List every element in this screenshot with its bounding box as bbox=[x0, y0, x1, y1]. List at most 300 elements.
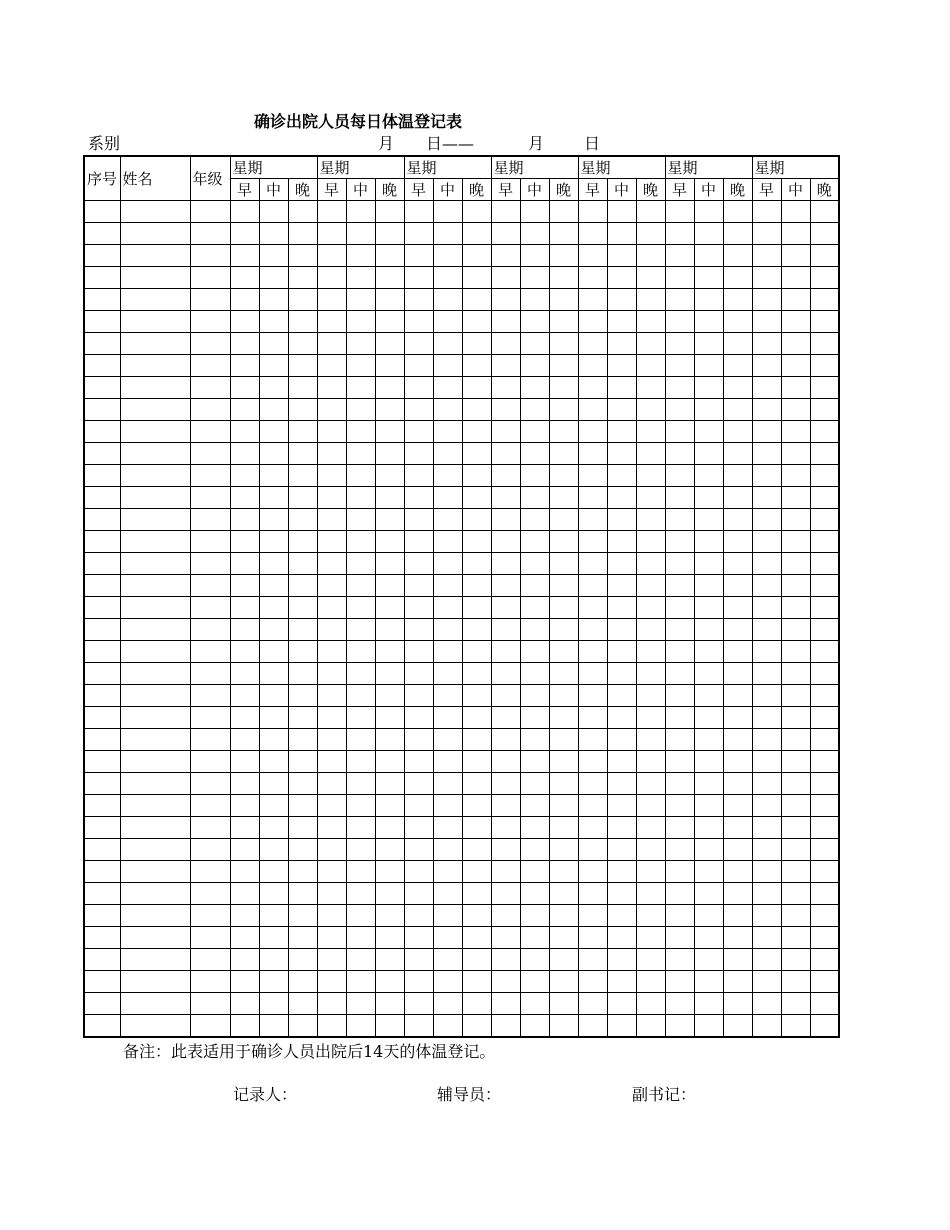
temperature-cell[interactable] bbox=[520, 619, 549, 641]
temperature-cell[interactable] bbox=[346, 333, 375, 355]
temperature-cell[interactable] bbox=[230, 487, 259, 509]
temperature-cell[interactable] bbox=[665, 443, 694, 465]
temperature-cell[interactable] bbox=[404, 773, 433, 795]
seq-cell[interactable] bbox=[84, 751, 120, 773]
temperature-cell[interactable] bbox=[433, 465, 462, 487]
temperature-cell[interactable] bbox=[346, 927, 375, 949]
temperature-cell[interactable] bbox=[288, 399, 317, 421]
seq-cell[interactable] bbox=[84, 839, 120, 861]
temperature-cell[interactable] bbox=[462, 487, 491, 509]
temperature-cell[interactable] bbox=[520, 531, 549, 553]
temperature-cell[interactable] bbox=[578, 817, 607, 839]
temperature-cell[interactable] bbox=[636, 795, 665, 817]
temperature-cell[interactable] bbox=[781, 751, 810, 773]
seq-cell[interactable] bbox=[84, 531, 120, 553]
temperature-cell[interactable] bbox=[462, 333, 491, 355]
grade-cell[interactable] bbox=[190, 487, 230, 509]
temperature-cell[interactable] bbox=[752, 223, 781, 245]
temperature-cell[interactable] bbox=[230, 883, 259, 905]
temperature-cell[interactable] bbox=[520, 509, 549, 531]
grade-cell[interactable] bbox=[190, 641, 230, 663]
temperature-cell[interactable] bbox=[433, 311, 462, 333]
temperature-cell[interactable] bbox=[462, 443, 491, 465]
name-cell[interactable] bbox=[120, 443, 190, 465]
temperature-cell[interactable] bbox=[810, 861, 839, 883]
temperature-cell[interactable] bbox=[288, 597, 317, 619]
seq-cell[interactable] bbox=[84, 465, 120, 487]
temperature-cell[interactable] bbox=[665, 817, 694, 839]
temperature-cell[interactable] bbox=[491, 883, 520, 905]
temperature-cell[interactable] bbox=[810, 927, 839, 949]
temperature-cell[interactable] bbox=[317, 487, 346, 509]
temperature-cell[interactable] bbox=[781, 487, 810, 509]
temperature-cell[interactable] bbox=[607, 267, 636, 289]
temperature-cell[interactable] bbox=[723, 839, 752, 861]
temperature-cell[interactable] bbox=[578, 993, 607, 1015]
temperature-cell[interactable] bbox=[723, 509, 752, 531]
temperature-cell[interactable] bbox=[723, 641, 752, 663]
temperature-cell[interactable] bbox=[810, 839, 839, 861]
temperature-cell[interactable] bbox=[346, 795, 375, 817]
temperature-cell[interactable] bbox=[491, 707, 520, 729]
temperature-cell[interactable] bbox=[230, 905, 259, 927]
temperature-cell[interactable] bbox=[694, 685, 723, 707]
grade-cell[interactable] bbox=[190, 883, 230, 905]
temperature-cell[interactable] bbox=[549, 465, 578, 487]
name-cell[interactable] bbox=[120, 773, 190, 795]
temperature-cell[interactable] bbox=[230, 641, 259, 663]
temperature-cell[interactable] bbox=[752, 883, 781, 905]
temperature-cell[interactable] bbox=[230, 509, 259, 531]
temperature-cell[interactable] bbox=[288, 685, 317, 707]
temperature-cell[interactable] bbox=[317, 971, 346, 993]
temperature-cell[interactable] bbox=[404, 597, 433, 619]
temperature-cell[interactable] bbox=[433, 377, 462, 399]
temperature-cell[interactable] bbox=[462, 311, 491, 333]
temperature-cell[interactable] bbox=[462, 971, 491, 993]
temperature-cell[interactable] bbox=[462, 993, 491, 1015]
temperature-cell[interactable] bbox=[462, 619, 491, 641]
temperature-cell[interactable] bbox=[462, 509, 491, 531]
temperature-cell[interactable] bbox=[462, 641, 491, 663]
temperature-cell[interactable] bbox=[317, 377, 346, 399]
temperature-cell[interactable] bbox=[230, 201, 259, 223]
temperature-cell[interactable] bbox=[810, 245, 839, 267]
temperature-cell[interactable] bbox=[607, 729, 636, 751]
temperature-cell[interactable] bbox=[462, 751, 491, 773]
temperature-cell[interactable] bbox=[317, 663, 346, 685]
temperature-cell[interactable] bbox=[230, 267, 259, 289]
name-cell[interactable] bbox=[120, 333, 190, 355]
temperature-cell[interactable] bbox=[317, 531, 346, 553]
grade-cell[interactable] bbox=[190, 311, 230, 333]
temperature-cell[interactable] bbox=[491, 487, 520, 509]
temperature-cell[interactable] bbox=[549, 839, 578, 861]
temperature-cell[interactable] bbox=[491, 641, 520, 663]
temperature-cell[interactable] bbox=[259, 597, 288, 619]
temperature-cell[interactable] bbox=[259, 817, 288, 839]
temperature-cell[interactable] bbox=[781, 905, 810, 927]
temperature-cell[interactable] bbox=[288, 377, 317, 399]
temperature-cell[interactable] bbox=[346, 289, 375, 311]
name-cell[interactable] bbox=[120, 245, 190, 267]
temperature-cell[interactable] bbox=[491, 971, 520, 993]
temperature-cell[interactable] bbox=[549, 927, 578, 949]
temperature-cell[interactable] bbox=[578, 619, 607, 641]
temperature-cell[interactable] bbox=[607, 751, 636, 773]
seq-cell[interactable] bbox=[84, 927, 120, 949]
temperature-cell[interactable] bbox=[462, 245, 491, 267]
seq-cell[interactable] bbox=[84, 971, 120, 993]
temperature-cell[interactable] bbox=[723, 575, 752, 597]
temperature-cell[interactable] bbox=[404, 267, 433, 289]
temperature-cell[interactable] bbox=[375, 245, 404, 267]
temperature-cell[interactable] bbox=[520, 443, 549, 465]
seq-cell[interactable] bbox=[84, 663, 120, 685]
temperature-cell[interactable] bbox=[346, 267, 375, 289]
temperature-cell[interactable] bbox=[433, 223, 462, 245]
temperature-cell[interactable] bbox=[462, 927, 491, 949]
temperature-cell[interactable] bbox=[491, 333, 520, 355]
temperature-cell[interactable] bbox=[723, 993, 752, 1015]
temperature-cell[interactable] bbox=[259, 421, 288, 443]
grade-cell[interactable] bbox=[190, 663, 230, 685]
temperature-cell[interactable] bbox=[462, 399, 491, 421]
temperature-cell[interactable] bbox=[723, 773, 752, 795]
seq-cell[interactable] bbox=[84, 267, 120, 289]
temperature-cell[interactable] bbox=[636, 597, 665, 619]
temperature-cell[interactable] bbox=[433, 333, 462, 355]
temperature-cell[interactable] bbox=[462, 355, 491, 377]
temperature-cell[interactable] bbox=[752, 971, 781, 993]
temperature-cell[interactable] bbox=[259, 553, 288, 575]
temperature-cell[interactable] bbox=[433, 641, 462, 663]
temperature-cell[interactable] bbox=[317, 773, 346, 795]
temperature-cell[interactable] bbox=[636, 201, 665, 223]
temperature-cell[interactable] bbox=[723, 333, 752, 355]
temperature-cell[interactable] bbox=[346, 377, 375, 399]
temperature-cell[interactable] bbox=[288, 443, 317, 465]
temperature-cell[interactable] bbox=[259, 245, 288, 267]
temperature-cell[interactable] bbox=[288, 861, 317, 883]
temperature-cell[interactable] bbox=[781, 443, 810, 465]
temperature-cell[interactable] bbox=[694, 245, 723, 267]
temperature-cell[interactable] bbox=[462, 773, 491, 795]
temperature-cell[interactable] bbox=[375, 223, 404, 245]
temperature-cell[interactable] bbox=[607, 553, 636, 575]
temperature-cell[interactable] bbox=[549, 619, 578, 641]
grade-cell[interactable] bbox=[190, 773, 230, 795]
temperature-cell[interactable] bbox=[607, 531, 636, 553]
temperature-cell[interactable] bbox=[259, 795, 288, 817]
temperature-cell[interactable] bbox=[810, 597, 839, 619]
temperature-cell[interactable] bbox=[665, 509, 694, 531]
temperature-cell[interactable] bbox=[520, 663, 549, 685]
temperature-cell[interactable] bbox=[259, 311, 288, 333]
temperature-cell[interactable] bbox=[694, 377, 723, 399]
temperature-cell[interactable] bbox=[346, 311, 375, 333]
name-cell[interactable] bbox=[120, 487, 190, 509]
temperature-cell[interactable] bbox=[578, 267, 607, 289]
temperature-cell[interactable] bbox=[694, 795, 723, 817]
temperature-cell[interactable] bbox=[723, 421, 752, 443]
temperature-cell[interactable] bbox=[375, 839, 404, 861]
temperature-cell[interactable] bbox=[781, 619, 810, 641]
temperature-cell[interactable] bbox=[752, 399, 781, 421]
temperature-cell[interactable] bbox=[752, 245, 781, 267]
temperature-cell[interactable] bbox=[317, 399, 346, 421]
temperature-cell[interactable] bbox=[346, 883, 375, 905]
temperature-cell[interactable] bbox=[520, 905, 549, 927]
temperature-cell[interactable] bbox=[462, 685, 491, 707]
temperature-cell[interactable] bbox=[636, 619, 665, 641]
temperature-cell[interactable] bbox=[607, 399, 636, 421]
temperature-cell[interactable] bbox=[375, 509, 404, 531]
temperature-cell[interactable] bbox=[723, 487, 752, 509]
temperature-cell[interactable] bbox=[259, 575, 288, 597]
temperature-cell[interactable] bbox=[230, 289, 259, 311]
name-cell[interactable] bbox=[120, 201, 190, 223]
name-cell[interactable] bbox=[120, 751, 190, 773]
temperature-cell[interactable] bbox=[636, 399, 665, 421]
temperature-cell[interactable] bbox=[694, 333, 723, 355]
temperature-cell[interactable] bbox=[491, 355, 520, 377]
temperature-cell[interactable] bbox=[259, 751, 288, 773]
temperature-cell[interactable] bbox=[810, 553, 839, 575]
temperature-cell[interactable] bbox=[404, 883, 433, 905]
temperature-cell[interactable] bbox=[752, 707, 781, 729]
temperature-cell[interactable] bbox=[375, 817, 404, 839]
temperature-cell[interactable] bbox=[636, 355, 665, 377]
temperature-cell[interactable] bbox=[810, 729, 839, 751]
temperature-cell[interactable] bbox=[404, 685, 433, 707]
temperature-cell[interactable] bbox=[549, 773, 578, 795]
temperature-cell[interactable] bbox=[433, 949, 462, 971]
temperature-cell[interactable] bbox=[607, 773, 636, 795]
seq-cell[interactable] bbox=[84, 509, 120, 531]
temperature-cell[interactable] bbox=[433, 509, 462, 531]
temperature-cell[interactable] bbox=[549, 443, 578, 465]
temperature-cell[interactable] bbox=[288, 531, 317, 553]
grade-cell[interactable] bbox=[190, 443, 230, 465]
seq-cell[interactable] bbox=[84, 707, 120, 729]
temperature-cell[interactable] bbox=[578, 905, 607, 927]
name-cell[interactable] bbox=[120, 663, 190, 685]
temperature-cell[interactable] bbox=[549, 949, 578, 971]
temperature-cell[interactable] bbox=[520, 949, 549, 971]
temperature-cell[interactable] bbox=[375, 685, 404, 707]
temperature-cell[interactable] bbox=[636, 971, 665, 993]
temperature-cell[interactable] bbox=[636, 443, 665, 465]
temperature-cell[interactable] bbox=[665, 531, 694, 553]
temperature-cell[interactable] bbox=[375, 883, 404, 905]
temperature-cell[interactable] bbox=[433, 1015, 462, 1038]
seq-cell[interactable] bbox=[84, 861, 120, 883]
temperature-cell[interactable] bbox=[607, 465, 636, 487]
grade-cell[interactable] bbox=[190, 1015, 230, 1038]
temperature-cell[interactable] bbox=[636, 531, 665, 553]
temperature-cell[interactable] bbox=[317, 905, 346, 927]
temperature-cell[interactable] bbox=[462, 883, 491, 905]
temperature-cell[interactable] bbox=[288, 949, 317, 971]
temperature-cell[interactable] bbox=[665, 597, 694, 619]
temperature-cell[interactable] bbox=[752, 993, 781, 1015]
temperature-cell[interactable] bbox=[752, 487, 781, 509]
temperature-cell[interactable] bbox=[549, 245, 578, 267]
temperature-cell[interactable] bbox=[578, 245, 607, 267]
temperature-cell[interactable] bbox=[491, 311, 520, 333]
name-cell[interactable] bbox=[120, 377, 190, 399]
temperature-cell[interactable] bbox=[549, 267, 578, 289]
seq-cell[interactable] bbox=[84, 1015, 120, 1038]
temperature-cell[interactable] bbox=[607, 641, 636, 663]
temperature-cell[interactable] bbox=[346, 729, 375, 751]
temperature-cell[interactable] bbox=[578, 949, 607, 971]
temperature-cell[interactable] bbox=[781, 949, 810, 971]
temperature-cell[interactable] bbox=[346, 773, 375, 795]
name-cell[interactable] bbox=[120, 729, 190, 751]
temperature-cell[interactable] bbox=[317, 927, 346, 949]
temperature-cell[interactable] bbox=[462, 949, 491, 971]
grade-cell[interactable] bbox=[190, 839, 230, 861]
temperature-cell[interactable] bbox=[375, 1015, 404, 1038]
temperature-cell[interactable] bbox=[636, 685, 665, 707]
temperature-cell[interactable] bbox=[723, 861, 752, 883]
temperature-cell[interactable] bbox=[433, 399, 462, 421]
temperature-cell[interactable] bbox=[230, 839, 259, 861]
temperature-cell[interactable] bbox=[346, 707, 375, 729]
temperature-cell[interactable] bbox=[375, 531, 404, 553]
temperature-cell[interactable] bbox=[752, 597, 781, 619]
temperature-cell[interactable] bbox=[578, 355, 607, 377]
grade-cell[interactable] bbox=[190, 333, 230, 355]
temperature-cell[interactable] bbox=[404, 377, 433, 399]
temperature-cell[interactable] bbox=[230, 443, 259, 465]
temperature-cell[interactable] bbox=[491, 465, 520, 487]
temperature-cell[interactable] bbox=[781, 1015, 810, 1038]
temperature-cell[interactable] bbox=[578, 465, 607, 487]
temperature-cell[interactable] bbox=[578, 707, 607, 729]
temperature-cell[interactable] bbox=[781, 685, 810, 707]
temperature-cell[interactable] bbox=[404, 223, 433, 245]
temperature-cell[interactable] bbox=[549, 201, 578, 223]
temperature-cell[interactable] bbox=[288, 619, 317, 641]
temperature-cell[interactable] bbox=[375, 729, 404, 751]
temperature-cell[interactable] bbox=[317, 465, 346, 487]
temperature-cell[interactable] bbox=[607, 1015, 636, 1038]
temperature-cell[interactable] bbox=[752, 795, 781, 817]
temperature-cell[interactable] bbox=[549, 993, 578, 1015]
temperature-cell[interactable] bbox=[404, 619, 433, 641]
temperature-cell[interactable] bbox=[694, 201, 723, 223]
temperature-cell[interactable] bbox=[665, 465, 694, 487]
name-cell[interactable] bbox=[120, 641, 190, 663]
temperature-cell[interactable] bbox=[317, 729, 346, 751]
temperature-cell[interactable] bbox=[781, 817, 810, 839]
temperature-cell[interactable] bbox=[578, 575, 607, 597]
name-cell[interactable] bbox=[120, 597, 190, 619]
temperature-cell[interactable] bbox=[781, 971, 810, 993]
temperature-cell[interactable] bbox=[491, 619, 520, 641]
temperature-cell[interactable] bbox=[520, 795, 549, 817]
temperature-cell[interactable] bbox=[491, 421, 520, 443]
temperature-cell[interactable] bbox=[520, 201, 549, 223]
temperature-cell[interactable] bbox=[462, 729, 491, 751]
temperature-cell[interactable] bbox=[491, 531, 520, 553]
grade-cell[interactable] bbox=[190, 201, 230, 223]
name-cell[interactable] bbox=[120, 575, 190, 597]
temperature-cell[interactable] bbox=[549, 883, 578, 905]
temperature-cell[interactable] bbox=[723, 465, 752, 487]
temperature-cell[interactable] bbox=[288, 333, 317, 355]
temperature-cell[interactable] bbox=[694, 861, 723, 883]
temperature-cell[interactable] bbox=[375, 311, 404, 333]
temperature-cell[interactable] bbox=[230, 927, 259, 949]
temperature-cell[interactable] bbox=[259, 773, 288, 795]
temperature-cell[interactable] bbox=[375, 355, 404, 377]
temperature-cell[interactable] bbox=[810, 267, 839, 289]
temperature-cell[interactable] bbox=[288, 201, 317, 223]
temperature-cell[interactable] bbox=[433, 971, 462, 993]
temperature-cell[interactable] bbox=[404, 355, 433, 377]
temperature-cell[interactable] bbox=[723, 883, 752, 905]
temperature-cell[interactable] bbox=[752, 575, 781, 597]
temperature-cell[interactable] bbox=[665, 861, 694, 883]
temperature-cell[interactable] bbox=[259, 729, 288, 751]
temperature-cell[interactable] bbox=[810, 685, 839, 707]
temperature-cell[interactable] bbox=[636, 267, 665, 289]
temperature-cell[interactable] bbox=[549, 641, 578, 663]
grade-cell[interactable] bbox=[190, 971, 230, 993]
temperature-cell[interactable] bbox=[230, 1015, 259, 1038]
temperature-cell[interactable] bbox=[781, 707, 810, 729]
temperature-cell[interactable] bbox=[636, 729, 665, 751]
temperature-cell[interactable] bbox=[665, 905, 694, 927]
temperature-cell[interactable] bbox=[665, 267, 694, 289]
temperature-cell[interactable] bbox=[462, 1015, 491, 1038]
seq-cell[interactable] bbox=[84, 729, 120, 751]
grade-cell[interactable] bbox=[190, 685, 230, 707]
temperature-cell[interactable] bbox=[375, 575, 404, 597]
temperature-cell[interactable] bbox=[781, 663, 810, 685]
temperature-cell[interactable] bbox=[259, 487, 288, 509]
temperature-cell[interactable] bbox=[723, 311, 752, 333]
temperature-cell[interactable] bbox=[491, 663, 520, 685]
temperature-cell[interactable] bbox=[259, 377, 288, 399]
temperature-cell[interactable] bbox=[520, 927, 549, 949]
temperature-cell[interactable] bbox=[404, 421, 433, 443]
temperature-cell[interactable] bbox=[752, 817, 781, 839]
temperature-cell[interactable] bbox=[665, 839, 694, 861]
temperature-cell[interactable] bbox=[404, 839, 433, 861]
grade-cell[interactable] bbox=[190, 355, 230, 377]
temperature-cell[interactable] bbox=[491, 839, 520, 861]
temperature-cell[interactable] bbox=[491, 993, 520, 1015]
temperature-cell[interactable] bbox=[636, 487, 665, 509]
grade-cell[interactable] bbox=[190, 729, 230, 751]
temperature-cell[interactable] bbox=[636, 641, 665, 663]
temperature-cell[interactable] bbox=[491, 245, 520, 267]
temperature-cell[interactable] bbox=[781, 927, 810, 949]
temperature-cell[interactable] bbox=[317, 333, 346, 355]
temperature-cell[interactable] bbox=[781, 311, 810, 333]
temperature-cell[interactable] bbox=[694, 949, 723, 971]
temperature-cell[interactable] bbox=[404, 927, 433, 949]
temperature-cell[interactable] bbox=[723, 443, 752, 465]
temperature-cell[interactable] bbox=[781, 531, 810, 553]
temperature-cell[interactable] bbox=[317, 355, 346, 377]
grade-cell[interactable] bbox=[190, 751, 230, 773]
